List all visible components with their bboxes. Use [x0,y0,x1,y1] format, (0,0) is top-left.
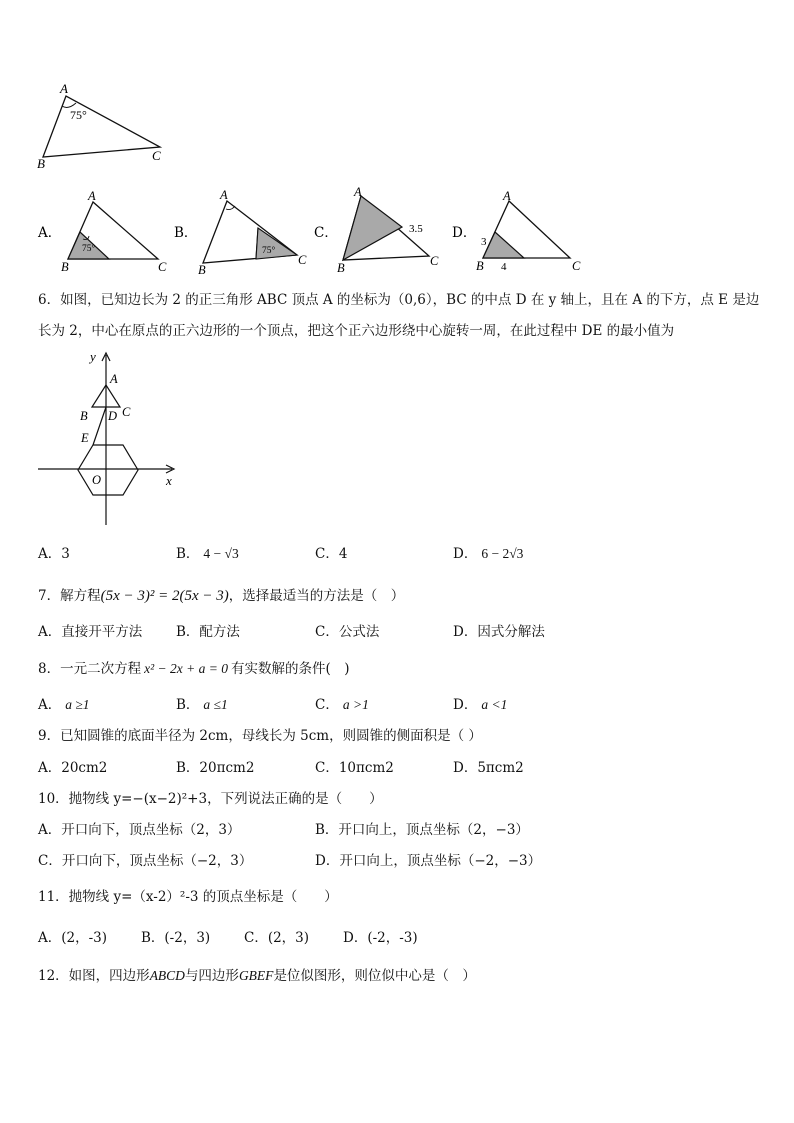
q5-option-D-letter: D． [452,225,477,241]
q6-option-D-label: D． [453,546,478,562]
q8-option-B-label: B． [176,697,200,713]
q5-option-B-letter: B． [174,225,198,241]
q7-option-A[interactable]: A．直接开平方法 [38,624,143,640]
optD-len2: 4 [501,261,507,273]
q7-stem-a: 7．解方程 [38,588,101,604]
q6-option-C-label: C．4 [315,546,348,562]
q6-option-B-math: 4 − √3 [203,546,239,561]
x-axis-label: x [166,473,172,488]
q5-option-C-letter: C． [314,225,338,241]
q8-equation: x² − 2x + a = 0 [144,661,228,676]
q7-option-D[interactable]: D．因式分解法 [453,624,545,640]
q12-stem-c: 是位似图形，则位似中心是（ ） [273,968,476,984]
q8-stem-a: 8．一元二次方程 [38,661,142,677]
q11-option-A[interactable]: A．(2，-3) [38,930,108,946]
optB-angle: 75° [262,246,276,256]
optA-label-B: B [61,260,69,274]
q12-stem [38,967,476,985]
q5-option-A-letter: A． [38,225,62,241]
q6-option-B-label: B． [176,546,200,562]
q7-stem-b: ，选择最适当的方法是（ ） [228,588,405,604]
q8-option-D-label: D． [453,697,478,713]
q11-option-B[interactable]: B．(-2，3) [141,930,211,946]
q6-option-D-math: 6 − 2√3 [481,546,524,561]
q10-option-D[interactable]: D．开口向上，顶点坐标（−2，−3） [315,853,542,869]
q6-option-D[interactable] [453,545,523,563]
label-B: B [80,409,88,423]
q7-equation: (5x − 3)² = 2(5x − 3) [100,588,229,604]
q11-option-D[interactable]: D．(-2，-3) [343,930,418,946]
main-label-A: A [60,81,68,96]
optD-label-A: A [503,189,511,203]
q11-stem: 11．抛物线 y=（x-2）²-3 的顶点坐标是（ ） [38,889,338,905]
q10-option-A[interactable]: A．开口向下，顶点坐标（2，3） [38,822,241,838]
optB-label-A: A [220,188,228,202]
optC-len: 3.5 [409,223,423,235]
q7-option-B[interactable]: B．配方法 [176,624,240,640]
q8-option-C[interactable] [315,696,369,714]
label-E: E [81,431,89,445]
q12-abcd: ABCD [149,968,185,983]
optD-len1: 3 [481,236,487,248]
segment-DE [93,407,106,445]
q6-stem-line1: 6．如图，已知边长为 2 的正三角形 ABC 顶点 A 的坐标为（0,6），BC 的中点 D 在 y 轴上，且在 A 的下方，点 E 是边 [38,292,760,308]
q9-option-B[interactable]: B．20πcm2 [176,760,255,776]
q12-stem-b: 与四边形 [184,968,239,984]
q10-option-B[interactable]: B．开口向上，顶点坐标（2，−3） [315,822,529,838]
q9-option-D[interactable]: D．5πcm2 [453,760,524,776]
q8-option-C-label: C． [315,697,339,713]
q8-option-B[interactable] [176,696,228,714]
main-angle-label: 75° [70,108,87,122]
q9-stem: 9．已知圆锥的底面半径为 2cm，母线长为 5cm，则圆锥的侧面积是（ ） [38,728,482,744]
q12-gbef: GBEF [238,968,274,983]
optA-angle: 75° [82,244,96,254]
main-label-B: B [37,156,45,171]
q10-option-C[interactable]: C．开口向下，顶点坐标（−2，3） [38,853,253,869]
q6-option-A-label: A．3 [38,546,70,562]
label-D: D [108,409,118,423]
optA-label-A: A [88,189,96,203]
q8-option-D[interactable] [453,696,507,714]
q6-option-B[interactable] [176,545,239,563]
optD-label-B: B [476,259,484,273]
q8-stem-b: 有实数解的条件( ) [230,661,350,677]
regular-hexagon [78,445,138,495]
q10-stem: 10．抛物线 y=−(x−2)²+3，下列说法正确的是（ ） [38,791,383,807]
q7-option-C[interactable]: C．公式法 [315,624,380,640]
q8-option-A-label: A． [38,697,62,713]
optC-label-B: B [337,261,345,275]
label-A: A [110,372,118,386]
optB-label-B: B [198,263,206,277]
q12-stem-a: 12．如图，四边形 [38,968,150,984]
q8-option-D-math: a <1 [481,697,508,712]
label-C: C [122,405,131,419]
y-axis-label: y [90,349,96,364]
q8-option-A[interactable] [38,696,90,714]
q8-stem [38,660,350,678]
q8-option-B-math: a ≤1 [203,697,228,712]
q7-stem [38,587,404,605]
optD-label-C: C [572,259,581,273]
q6-option-A[interactable] [38,545,70,563]
label-O: O [92,473,102,487]
q8-option-A-math: a ≥1 [65,697,90,712]
optB-label-C: C [298,253,307,267]
q9-option-C[interactable]: C．10πcm2 [315,760,394,776]
q6-stem-line2: 长为 2，中心在原点的正六边形的一个顶点，把这个正六边形绕中心旋转一周，在此过程中 DE 的最小值为 [38,323,675,339]
q11-option-C[interactable]: C．(2，3) [244,930,310,946]
q6-option-C[interactable] [315,545,347,563]
optC-label-C: C [430,254,439,268]
optC-label-A: A [354,185,362,199]
q8-option-C-math: a >1 [342,697,369,712]
main-label-C: C [152,148,161,163]
q9-option-A[interactable]: A．20cm2 [38,760,108,776]
optA-label-C: C [158,260,167,274]
